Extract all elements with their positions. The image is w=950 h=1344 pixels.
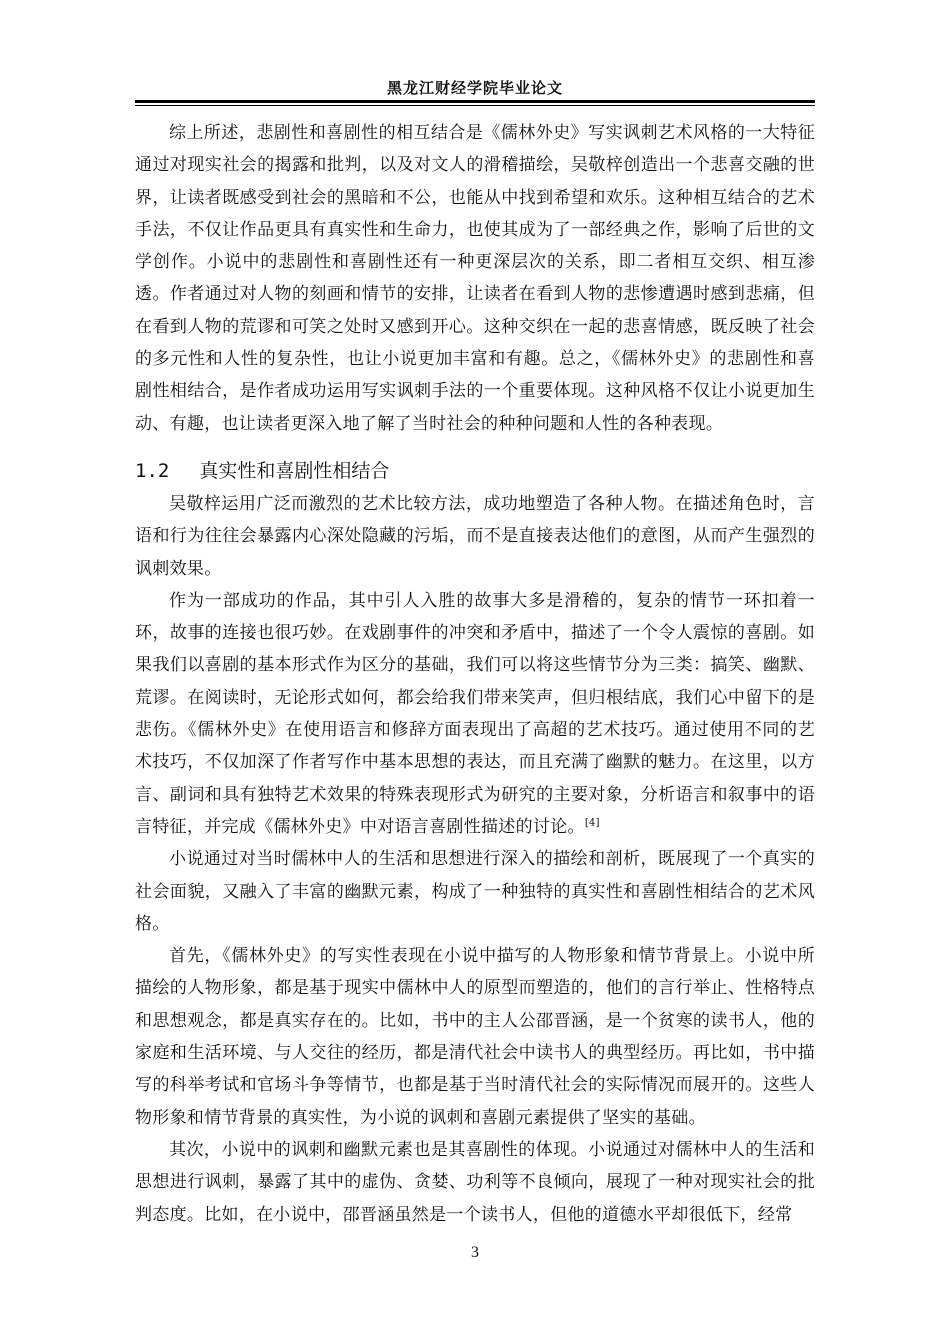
section-number: 1.2 xyxy=(135,459,170,482)
body-paragraph: 其次，小说中的讽刺和幽默元素也是其喜剧性的体现。小说通过对儒林中人的生活和思想进行讽刺，暴露了其中的虚伪、贪婪、功利等不良倾向，展现了一种对现实社会的批判态度。比如，在小说中，邵晋涵虽然是一个读书人，但他的道德水平却很低下，经常 xyxy=(135,1139,815,1225)
citation-marker: [4] xyxy=(584,817,600,829)
section-title: 真实性和喜剧性相结合 xyxy=(199,459,390,482)
body-paragraph: 小说通过对当时儒林中人的生活和思想进行深入的描绘和剖析，既展现了一个真实的社会面貌，又融入了丰富的幽默元素，构成了一种独特的真实性和喜剧性相结合的艺术风格。 xyxy=(135,849,815,934)
paragraph-text: 作为一部成功的作品，其中引人入胜的故事大多是滑稽的，复杂的情节一环扣着一环，故事的连接也很巧妙。在戏剧事件的冲突和矛盾中，描述了一个令人震惊的喜剧。如果我们以喜剧的基本形式作为区分的基础，我们可以将这些情节分为三类：搞笑、幽默、荒谬。在阅读时，无论形式如何，都会给我们带来笑声，但归根结底，我们心中留下的是悲伤。《儒林外史》在使用语言和修辞方面表现出了高超的艺术技巧。通过使用不同的艺术技巧，不仅加深了作者写作中基本思想的表达，而且充满了幽默的魅力。在这里，以方言、副词和具有独特艺术效果的特殊表现形式为研究的主要对象，分析语言和叙事中的语言特征，并完成《儒林外史》中对语言喜剧性描述的讨论。 xyxy=(135,590,815,837)
body-paragraph-with-citation xyxy=(135,585,815,843)
header-rule-thin xyxy=(135,105,815,106)
body-paragraph: 首先，《儒林外史》的写实性表现在小说中描写的人物形象和情节背景上。小说中所描绘的人物形象，都是基于现实中儒林中人的原型而塑造的，他们的言行举止、性格特点和思想观念，都是真实存在的。比如，书中的主人公邵晋涵，是一个贫寒的读书人，他的家庭和生活环境、与人交往的经历，都是清代社会中读书人的典型经历。再比如，书中描写的科举考试和官场斗争等情节，也都是基于当时清代社会的实际情况而展开的。这些人物形象和情节背景的真实性，为小说的讽刺和喜剧元素提供了坚实的基础。 xyxy=(135,946,815,1128)
body-paragraph: 吴敬梓运用广泛而激烈的艺术比较方法，成功地塑造了各种人物。在描述角色时，言语和行为往往会暴露内心深处隐藏的污垢，而不是直接表达他们的意图，从而产生强烈的讽刺效果。 xyxy=(135,493,815,579)
page-number: 3 xyxy=(471,1244,479,1261)
header-rule-thick xyxy=(135,100,815,103)
running-header: 黑龙江财经学院毕业论文 xyxy=(386,79,563,97)
body-paragraph: 综上所述，悲剧性和喜剧性的相互结合是《儒林外史》写实讽刺艺术风格的一大特征通过对现实社会的揭露和批判，以及对文人的滑稽描绘，吴敬梓创造出一个悲喜交融的世界，让读者既感受到社会的黑暗和不公，也能从中找到希望和欢乐。这种相互结合的艺术手法，不仅让作品更具有真实性和生命力，也使其成为了一部经典之作，影响了后世的文学创作。小说中的悲剧性和喜剧性还有一种更深层次的关系，即二者相互交织、相互渗透。作者通过对人物的刻画和情节的安排，让读者在看到人物的悲惨遭遇时感到悲痛，但在看到人物的荒谬和可笑之处时又感到开心。这种交织在一起的悲喜情感，既反映了社会的多元性和人性的复杂性，也让小说更加丰富和有趣。总之，《儒林外史》的悲剧性和喜剧性相结合，是作者成功运用写实讽刺手法的一个重要体现。这种风格不仅让小说更加生动、有趣，也让读者更深入地了解了当时社会的种种问题和人性的各种表现。 xyxy=(135,123,815,434)
section-heading xyxy=(135,454,815,488)
document-body xyxy=(135,117,815,1231)
